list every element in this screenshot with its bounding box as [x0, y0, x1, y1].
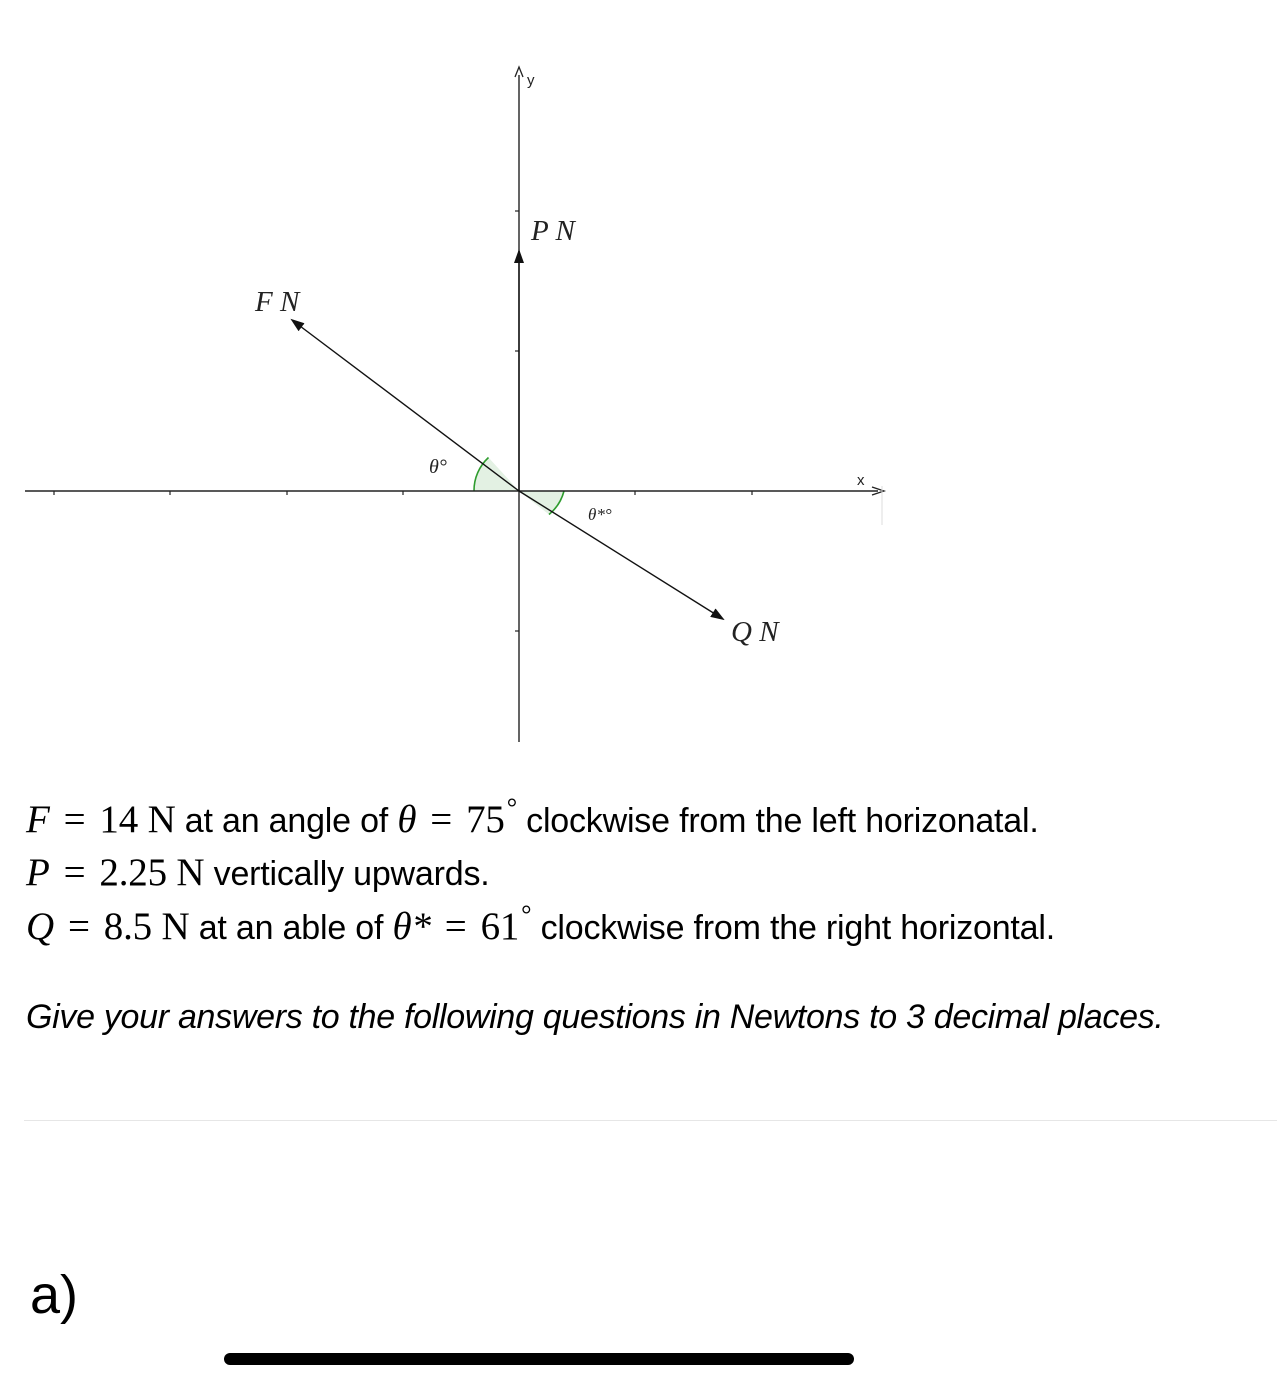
var-p: P [26, 851, 50, 894]
statement-q [26, 900, 1055, 949]
angle-var-f: θ [397, 798, 417, 841]
text-q-before: at an able of [198, 909, 384, 947]
equals-sign: = [63, 851, 86, 894]
home-indicator[interactable] [224, 1353, 854, 1365]
var-q: Q [26, 905, 54, 948]
angle-theta-star-label: θ*° [588, 505, 612, 524]
value-p: 2.25 N [99, 851, 205, 894]
equals-sign: = [444, 905, 467, 948]
angle-value-q: 61 [480, 905, 520, 948]
degree-sign: ° [506, 793, 517, 822]
angle-value-f: 75 [466, 798, 505, 841]
divider [24, 1120, 1277, 1121]
force-f-label: F N [255, 286, 300, 318]
equals-sign: = [63, 798, 86, 841]
part-a-label: a) [30, 1265, 79, 1325]
degree-sign: ° [521, 900, 532, 929]
force-p-label: P N [531, 215, 575, 247]
force-f-vector [292, 320, 519, 491]
instruction-text: Give your answers to the following questions in Newtons to 3 decimal places. [26, 998, 1164, 1036]
text-f-before: at an angle of [184, 802, 389, 840]
value-q: 8.5 N [103, 905, 190, 948]
force-q-label: Q N [731, 616, 779, 648]
var-f: F [26, 798, 50, 841]
text-p-after: vertically upwards. [213, 855, 490, 893]
equals-sign: = [430, 798, 453, 841]
statement-f [26, 793, 1039, 842]
angle-theta-label: θ° [429, 456, 447, 478]
force-q-vector [519, 491, 723, 619]
text-q-after: clockwise from the right horizontal. [540, 909, 1055, 947]
y-axis-label: y [527, 72, 535, 89]
value-f: 14 N [99, 798, 176, 841]
x-axis-label: x [857, 472, 865, 489]
statement-p [26, 850, 490, 895]
equals-sign: = [67, 905, 90, 948]
angle-var-q: θ* [392, 905, 431, 948]
text-f-after: clockwise from the left horizonatal. [526, 802, 1039, 840]
